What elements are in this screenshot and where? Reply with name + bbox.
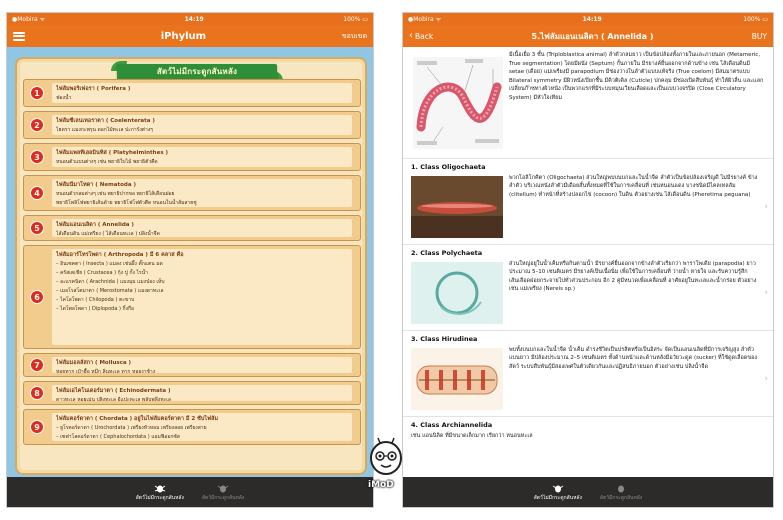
chevron-right-icon: › [764, 202, 768, 212]
phylum-example: – อินเซคตา ( Insecta ) แมลง เช่นผึ้ง ตั๊กแตน มด [56, 261, 163, 267]
phylum-example: ฟองน้ำ [56, 95, 72, 101]
row-number-badge: 2 [30, 118, 44, 132]
class-polychaeta[interactable] [403, 245, 773, 331]
class-oligochaeta[interactable] [403, 159, 773, 245]
intro-text: มีเนื้อเยื่อ 3 ชั้น (Triploblastica animal) ลำตัวกลมยาว เป็นข้อปล้องทั้งภายในและภายนอก (Metameric, True segmentation) โดยมีผนัง (Septum) กั้นภายใน มีรยางค์ยื่นออกจากด้านข้าง เช่น ไส้เดือนดินมี setae (เดือย) แม่เพรียงมี parapodium มีช่องว่างในลำตัวแบบแท้จริง (True coelom) มีสมมาตรแบบ Bilateral symmetry มีผิวหนังเปียกชื้น มีคิวติเคิล (Cuticle) ปกคลุม มีช่องเปิดสืบพันธุ์ ทำให้ผิวลื่น และแลกเปลี่ยนก๊าซทางผิวหนัง เป็นพวกแรกที่มีระบบหมุนเวียนเลือดและเป็นแบบวงจรปิด (Close Circulatory System) มีหัวใจเทียม [509, 52, 764, 101]
phylum-row[interactable] [23, 245, 361, 349]
class-description: พวกโอลิโกคีตา (Oligochaeta) ส่วนใหญ่พบบนบกและในน้ำจืด ลำตัวเป็นข้อปล้องเจริญดี ไม่มีรยางค์ ข้างลำตัว บริเวณหนังลำตัวมีเดือยสั้นทั้งหมดที่ใช้ในการเคลื่อนที่ เช่นหนอนแดง บางชนิดมีไคลเทลลัม (clitellum) ทำหน้าที่สร้างปลอกไข่ (cocoon) ในดิน ตัวอย่างเช่น ไส้เดือนดิน (Pheretima peguana) [509, 175, 758, 198]
phylum-heading: ไฟลัมนีมาโทดา ( Nematoda ) [56, 182, 136, 188]
row-card [52, 115, 352, 135]
row-number-badge: 7 [30, 358, 44, 372]
annelid-anatomy-image [413, 57, 503, 149]
row-card [52, 147, 352, 167]
tab-invertebrates[interactable] [534, 477, 582, 507]
class-title: 1. Class Oligochaeta [411, 163, 486, 171]
carrier-label: ●Mobira ᯤ [12, 16, 46, 23]
phylum-heading: ไฟลัมพอริเฟอรา ( Porifera ) [56, 86, 131, 92]
banner-title: สัตว์ไม่มีกระดูกสันหลัง [156, 67, 238, 76]
phylum-row[interactable] [23, 175, 361, 211]
phylum-heading: ไฟลัมแอนเนลิดา ( Annelida ) [56, 222, 134, 228]
tab-vertebrates[interactable] [600, 477, 642, 507]
phylum-example: ดาวทะเล หอยเม่น ปลิงทะเล อีแปะทะเล พลับพลึงทะเล [56, 397, 171, 403]
phylum-example: ไฮดรา แมงกะพรุน ดอกไม้ทะเล ปะการังต่างๆ [56, 127, 153, 133]
chevron-right-icon: › [764, 288, 768, 298]
bug-icon [615, 483, 627, 493]
chevron-left-icon: ‹ [409, 30, 413, 41]
phylum-example: – อะแรคนิดา ( Arachnida ) แมงมุม แมงป่อง เห็บ [56, 279, 165, 285]
phylum-example: – ไคโลโพดา ( Chilopoda ) ตะขาบ [56, 297, 135, 303]
left-ipad-screen [6, 12, 374, 508]
imod-watermark-logo [362, 436, 410, 498]
row-card [52, 249, 352, 345]
phylum-row[interactable] [23, 353, 361, 377]
phylum-example: หอยทาก เป๋าฮื้อ หมึก ลิ่นทะเล ทาก หอยงาช้าง [56, 369, 156, 375]
tab-label: สัตว์มีกระดูกสันหลัง [201, 494, 245, 501]
tab-invertebrates[interactable] [136, 477, 184, 507]
class-title: 2. Class Polychaeta [411, 249, 483, 257]
cartoon-mascot-icon [362, 436, 410, 482]
phylum-example: – ครัสเตเชีย ( Crustacea ) กุ้ง ปู กั้ง ไรน้ำ [56, 270, 148, 276]
row-number-badge: 4 [30, 186, 44, 200]
bug-icon [154, 483, 166, 493]
intro-section [403, 47, 773, 159]
phylum-heading: ไฟลัมมอลลัสกา ( Mollusca ) [56, 360, 132, 366]
class-title: 3. Class Hirudinea [411, 335, 478, 343]
battery-label: 100% ▭ [343, 15, 368, 23]
bug-icon [217, 483, 229, 493]
detail-content[interactable] [403, 47, 773, 477]
class-title: 4. Class Archiannelida [411, 421, 493, 429]
phylum-example: – เซฟาโลคอร์ดาตา ( Cephalochordata ) แอมฟิออกซัส [56, 434, 180, 440]
status-bar [403, 13, 773, 25]
row-card [52, 357, 352, 373]
row-number-badge: 5 [30, 221, 44, 235]
bug-icon [552, 483, 564, 493]
phylum-heading: ไฟลัมซีเลนเทอราตา ( Coelenterata ) [56, 118, 155, 124]
phylum-row[interactable] [23, 79, 361, 107]
app-title: iPhylum [160, 30, 207, 42]
phylum-example: พยาธิโพลิโฟพยาธิเส้นด้าย พยาธิโฟโฟตัวตืด หนอนในน้ำส้มสายชู [56, 200, 197, 206]
back-button[interactable] [409, 31, 433, 41]
status-time: 14:19 [582, 15, 602, 23]
row-number-badge: 8 [30, 386, 44, 400]
carrier-label: ●Mobira ᯤ [408, 16, 442, 23]
phylum-example: หนอนตัวกลมต่างๆ เช่น พยาธิปากขอ พยาธิไส้เดือนฝอย [56, 191, 175, 197]
class-hirudinea[interactable] [403, 331, 773, 417]
buy-button[interactable]: BUY [751, 31, 767, 41]
back-label: Back [415, 31, 434, 41]
row-card [52, 385, 352, 401]
nav-bar [403, 25, 773, 47]
phylum-example: ไส้เดือนดิน แม่เพรียง ( ไส้เดือนทะเล ) ปลิงน้ำจืด [56, 231, 160, 237]
chevron-right-icon: › [764, 374, 768, 384]
class-description: เช่น แอนนิลิด ที่มีขนาดเล็กมาก เรียกว่า หนอนทะเล [411, 433, 533, 439]
page-title: 5.ไฟลัมแอนเนลิดา ( Annelida ) [531, 31, 654, 41]
phylum-row[interactable] [23, 409, 361, 445]
tab-bar [403, 477, 773, 507]
phylum-example: หนอนตัวแบนต่างๆ เช่น พยาธิใบไม้ พยาธิตัวตืด [56, 159, 158, 165]
status-bar [7, 13, 373, 25]
phylum-example: – ไดโพลโพดา ( Diplopoda ) กิ้งกือ [56, 306, 135, 312]
class-description: ส่วนใหญ่อยู่ในน้ำเค็มหรือกินตามน้ำ มีรยางค์ยื่นออกจากข้างลำตัวเรียกว่า พาราโพเดีย (parapodia) ยาวประมาณ 5–10 เซนติเมตร มีรยางค์เป็นเนื้อนิ่ม เพื่อใช้ในการเคลื่อนที่ ว่ายน้ำ หายใจ และรับความรู้สึก เส้นเลือดฝอยกระจายไปทั่วส่วนประกอบ อีก 2 คู่มีหนวดเพื่อเคลื่อนที่ อาศัยอยู่ในทะเลและน้ำกร่อย ตัวอย่างเช่น แม่เพรียง (Nereis sp.) [509, 261, 757, 293]
tab-label: สัตว์ไม่มีกระดูกสันหลัง [135, 494, 184, 501]
phylum-example: – ยูโรคอร์ดาตา ( Urochordata ) เพรียงหัวหอม เพรียงลอย เพรียงสาย [56, 425, 207, 431]
phylum-board [15, 57, 367, 475]
phylum-example: – เมอโรสโตมาตา ( Merostomata ) แมงดาทะเล [56, 288, 164, 294]
status-time: 14:19 [184, 15, 204, 23]
tab-vertebrates[interactable] [202, 477, 244, 507]
phylum-row[interactable] [23, 381, 361, 405]
phylum-row[interactable] [23, 143, 361, 171]
class-description: พบทั้งบนบกและในน้ำจืด น้ำเค็ม ดำรงชีวิตเป็นปรสิตหรือเป็นอิสระ จัดเป็นแอนเนลิดที่มีการเจริญสูง ลำตัวแบนยาว มีปล้องประมาณ 2–5 เซนติเมตร ทั้งด้านหน้าและด้านหลังมีอวัยวะดูด (sucker) ที่ใช้ดูดเลือดของสัตว์ ระบบสืบพันธุ์มีสองเพศในตัวเดียวกันและปฏิสนธิภายนอก ตัวอย่างเช่น ปลิงน้ำจืด [509, 347, 758, 370]
nav-bar [7, 25, 373, 47]
nereis-image [411, 262, 503, 324]
phylum-heading: ไฟลัมคอร์ดาตา ( Chordata ) อยู่ในไฟลัมคอร์ดาตา มี 2 ซับไฟลัม [56, 416, 218, 422]
tab-bar [7, 477, 373, 507]
row-number-badge: 3 [30, 150, 44, 164]
watermark-text: iMoD [368, 480, 394, 490]
phylum-row[interactable] [23, 111, 361, 139]
class-archiannelida[interactable] [403, 417, 773, 446]
phylum-row[interactable] [23, 215, 361, 241]
row-card [52, 413, 352, 441]
phylum-heading: ไฟลัมเอไคโนเดอร์มาตา ( Echinodermata ) [56, 388, 171, 394]
row-number-badge: 1 [30, 86, 44, 100]
row-card [52, 83, 352, 103]
leech-anatomy-image [411, 348, 503, 410]
phylum-heading: ไฟลัมอาร์โทรโพดา ( Arthropoda ) มี 6 คลาส คือ [56, 252, 184, 258]
row-card [52, 219, 352, 237]
row-number-badge: 6 [30, 290, 44, 304]
row-card [52, 179, 352, 207]
phylum-heading: ไฟลัมแพลทีเฮลมินทิส ( Platyhelminthes ) [56, 150, 169, 156]
row-number-badge: 9 [30, 420, 44, 434]
nav-right-button[interactable]: ขอบเขต [341, 31, 367, 40]
right-ipad-screen [402, 12, 774, 508]
tab-label: สัตว์มีกระดูกสันหลัง [599, 494, 643, 501]
tab-label: สัตว์ไม่มีกระดูกสันหลัง [533, 494, 582, 501]
menu-icon[interactable] [13, 32, 25, 41]
earthworm-image [411, 176, 503, 238]
battery-label: 100% ▭ [743, 15, 768, 23]
